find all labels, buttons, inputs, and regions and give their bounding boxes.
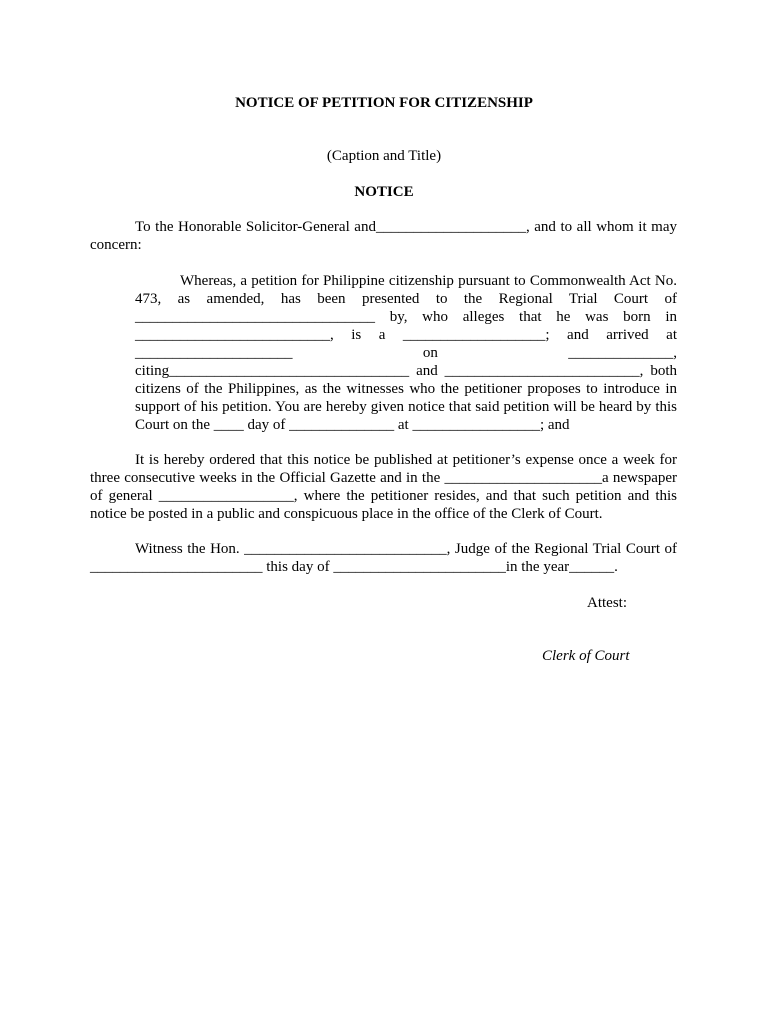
- document-title: NOTICE OF PETITION FOR CITIZENSHIP: [235, 95, 533, 111]
- salutation-paragraph: To the Honorable Solicitor-General and____________________, and to all whom it may concern:: [90, 219, 677, 253]
- notice-heading: NOTICE: [354, 184, 414, 200]
- witness-paragraph: Witness the Hon. ___________________________, Judge of the Regional Trial Court of _______________________ this day of _______________________in the year______.: [90, 541, 677, 575]
- clerk-signature: Clerk of Court: [542, 648, 630, 664]
- whereas-paragraph: Whereas, a petition for Philippine citizenship pursuant to Commonwealth Act No. 473, as amended, has been presented to the Regional Trial Court of ________________________________ by, who alleges that he was born in __________________________, is a ___________________; and arrived at _____________________ on ______________, citing________________________________ and __________________________, both citizens of the Philippines, as the witnesses who the petitioner proposes to introduce in support of his petition. You are hereby given notice that said petition will be heard by this Court on the ____ day of ______________ at _________________; and: [135, 273, 677, 433]
- attest-label: Attest:: [587, 595, 627, 611]
- publication-order-paragraph: It is hereby ordered that this notice be published at petitioner’s expense once a week for three consecutive weeks in the Official Gazette and in the _____________________a newspaper of general __________________, where the petitioner resides, and that such petition and this notice be posted in a public and conspicuous place in the office of the Clerk of Court.: [90, 452, 677, 522]
- caption-line: (Caption and Title): [326, 148, 442, 164]
